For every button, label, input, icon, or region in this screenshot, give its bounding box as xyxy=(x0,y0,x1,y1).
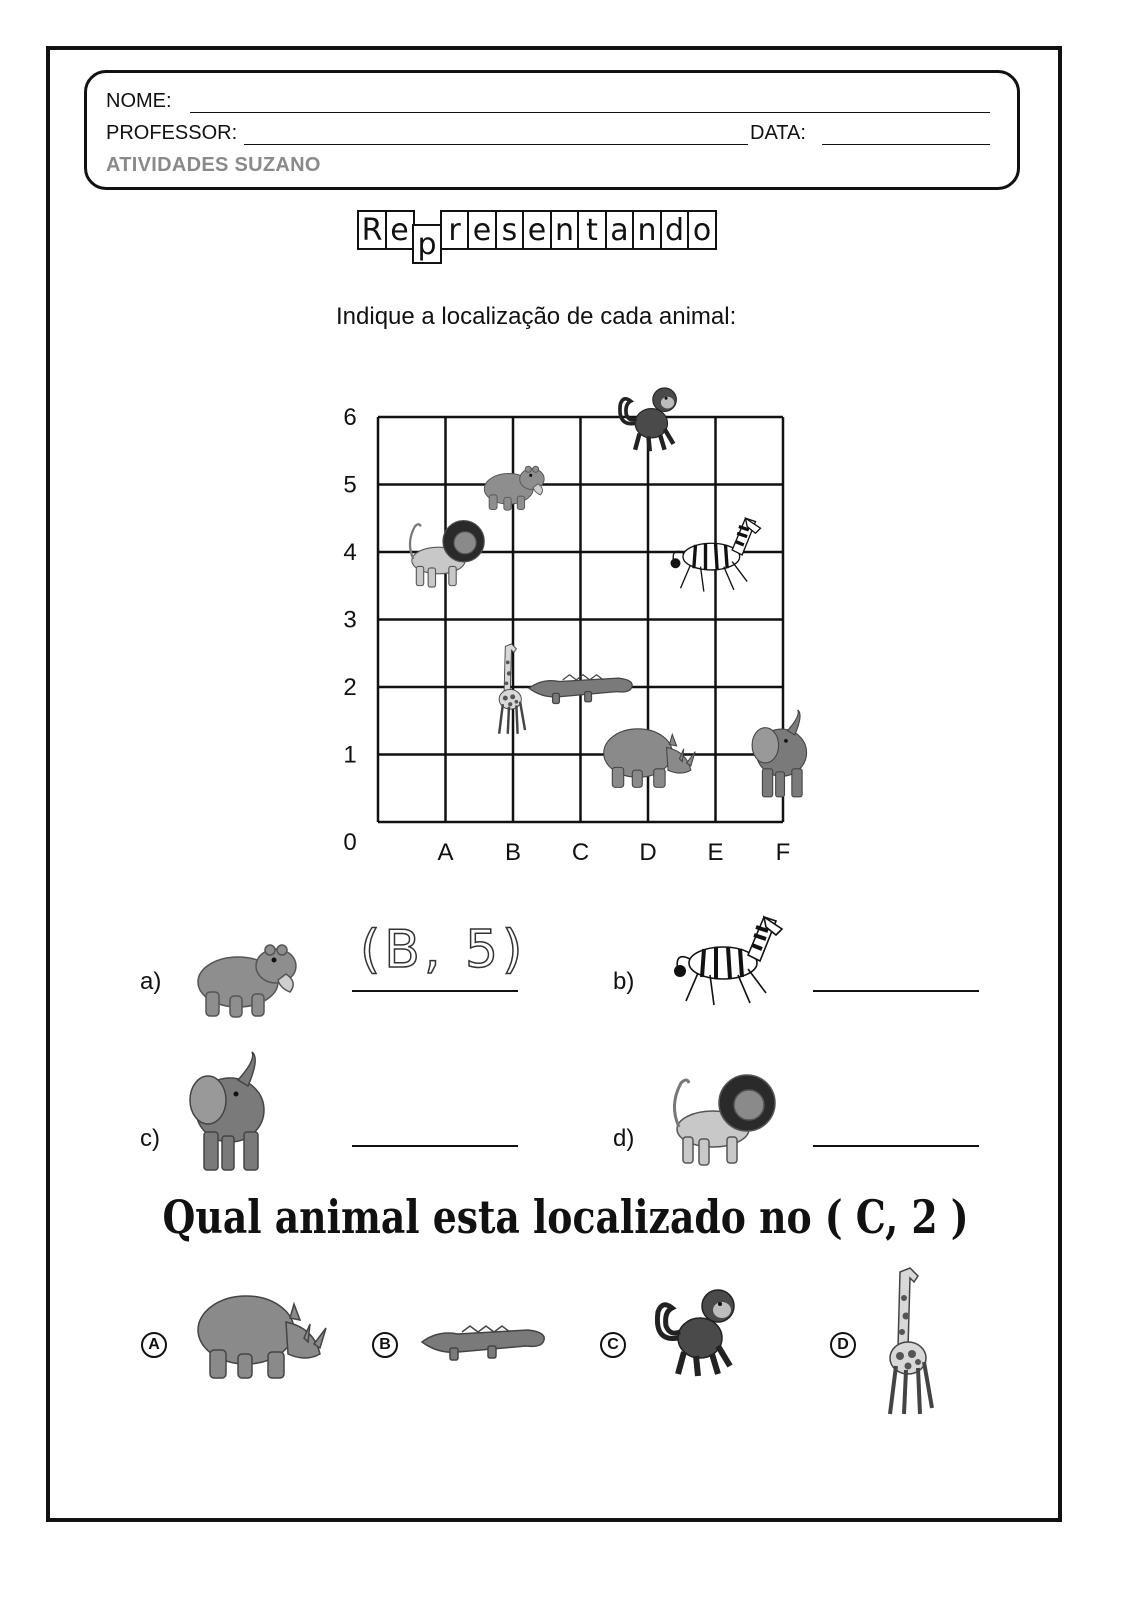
data-field[interactable] xyxy=(822,144,990,145)
instruction-text: Indique a localização de cada animal: xyxy=(336,303,737,330)
exercise-c-answer-line[interactable] xyxy=(352,1145,518,1147)
title-letter: d xyxy=(660,210,690,250)
y-axis-tick-label: 3 xyxy=(343,606,357,634)
option-c-marker[interactable]: C xyxy=(600,1332,626,1358)
title-letter: s xyxy=(495,210,525,250)
zebra-icon xyxy=(668,905,788,1010)
y-axis-tick-label: 2 xyxy=(343,674,357,701)
option-a-marker[interactable]: A xyxy=(141,1332,167,1358)
title-letter: e xyxy=(522,210,552,250)
option-d-marker[interactable]: D xyxy=(830,1332,856,1358)
lion-icon xyxy=(665,1065,780,1170)
brand-text: ATIVIDADES SUZANO xyxy=(106,154,321,176)
lion-icon xyxy=(410,521,484,588)
worksheet-title xyxy=(357,210,715,262)
title-letter: R xyxy=(357,210,387,250)
y-axis-tick-label: 0 xyxy=(343,829,357,856)
y-axis-tick-label: 5 xyxy=(343,471,357,499)
exercise-b-label: b) xyxy=(613,968,635,995)
x-axis-tick-label: C xyxy=(571,839,590,866)
monkey-icon xyxy=(620,388,676,451)
exercise-a-label: a) xyxy=(140,968,162,995)
elephant-icon xyxy=(752,710,806,797)
rhino-icon xyxy=(604,729,695,788)
coordinate-grid xyxy=(330,385,830,875)
exercise-c-label: c) xyxy=(140,1125,160,1152)
professor-field[interactable] xyxy=(244,144,748,145)
title-letter: t xyxy=(577,210,607,250)
hippo-icon xyxy=(190,930,300,1020)
nome-label: NOME: xyxy=(106,90,172,112)
title-letter: a xyxy=(605,210,635,250)
giraffe-icon[interactable] xyxy=(880,1258,945,1418)
x-axis-tick-label: A xyxy=(437,839,454,866)
title-letter: e xyxy=(467,210,497,250)
exercise-a-answer: (B, 5) xyxy=(360,920,527,980)
monkey-icon[interactable] xyxy=(648,1282,743,1377)
title-letter: e xyxy=(385,210,415,250)
y-axis-tick-label: 6 xyxy=(343,404,357,431)
professor-label: PROFESSOR: xyxy=(106,122,238,144)
title-letter: n xyxy=(632,210,662,250)
exercise-d-label: d) xyxy=(613,1125,635,1152)
rhino-icon[interactable] xyxy=(190,1282,330,1382)
title-letter: o xyxy=(687,210,717,250)
title-letter: r xyxy=(440,210,470,250)
option-b-marker[interactable]: B xyxy=(372,1332,398,1358)
exercise-b-answer-line[interactable] xyxy=(813,990,979,992)
nome-field[interactable] xyxy=(190,112,990,113)
exercise-a-answer-line[interactable] xyxy=(352,990,518,992)
title-letter: p xyxy=(412,224,442,264)
title-letter: n xyxy=(550,210,580,250)
x-axis-tick-label: B xyxy=(504,839,522,866)
elephant-icon xyxy=(186,1050,278,1175)
exercise-d-answer-line[interactable] xyxy=(813,1145,979,1147)
data-label: DATA: xyxy=(750,122,806,144)
crocodile-icon[interactable] xyxy=(418,1318,548,1363)
x-axis-tick-label: D xyxy=(639,839,657,866)
y-axis-tick-label: 4 xyxy=(343,539,357,566)
x-axis-tick-label: F xyxy=(775,839,791,866)
x-axis-tick-label: E xyxy=(707,839,724,866)
y-axis-tick-label: 1 xyxy=(343,741,357,769)
question-text: Qual animal esta localizado no ( C, 2 ) xyxy=(162,1190,969,1244)
